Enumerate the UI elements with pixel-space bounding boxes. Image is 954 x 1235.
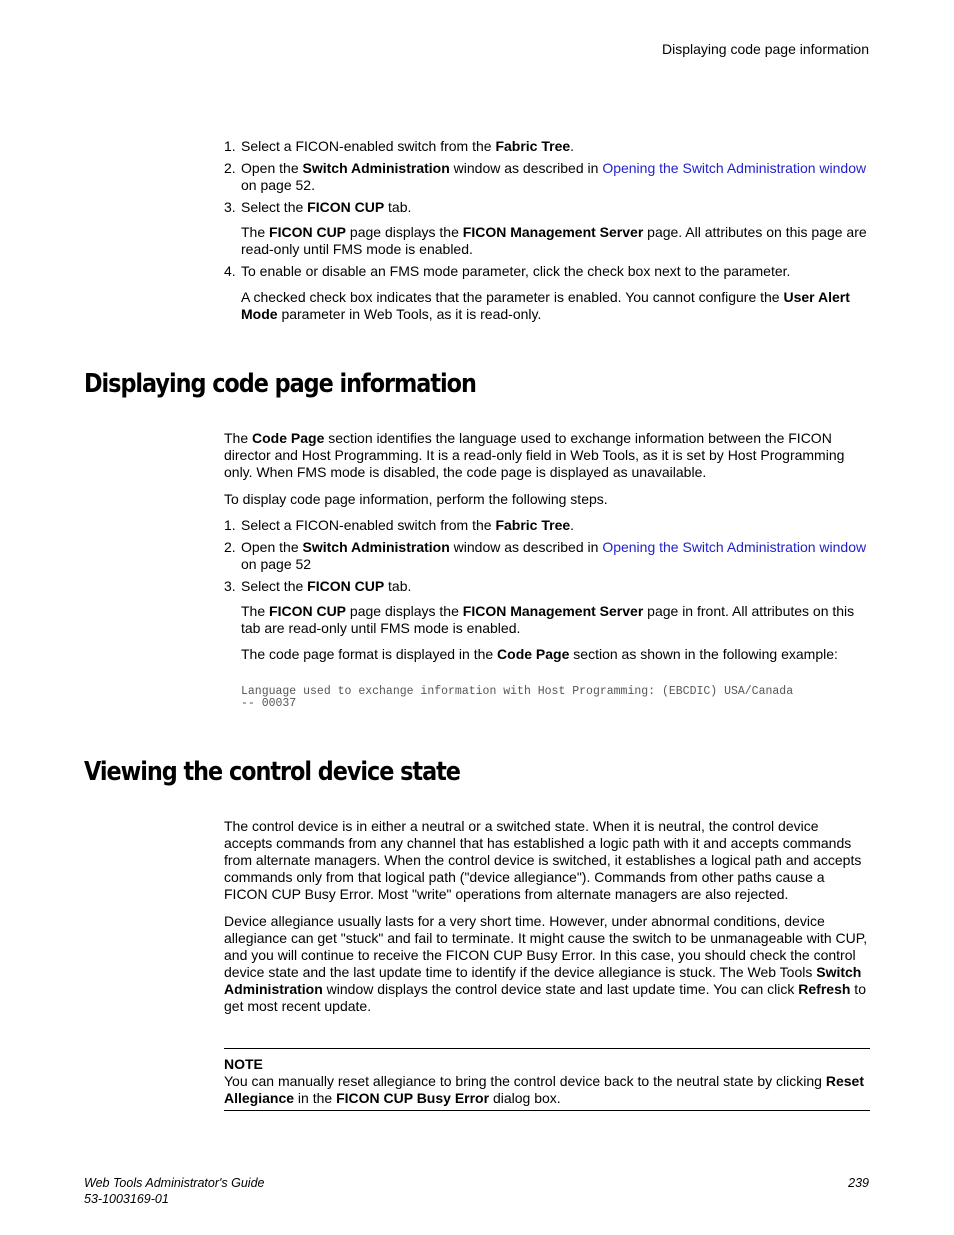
list-item xyxy=(224,539,870,573)
list-item xyxy=(224,517,870,534)
step-text: . xyxy=(570,138,575,154)
footer-book-title: Web Tools Administrator's Guide xyxy=(84,1176,265,1190)
section-heading: Viewing the control device state xyxy=(84,757,460,787)
ui-term: Switch Administration xyxy=(302,539,450,555)
step-number: 4. xyxy=(224,263,236,279)
step-text: on page 52. xyxy=(241,177,315,193)
section-intro: The Code Page section identifies the language used to exchange information between the FICON director and Host Programming. It is a read-only field in Web Tools, as it is set by Host Programming only. When FMS mode is disabled, the code page is displayed as unavailable. xyxy=(224,430,845,480)
step-number: 2. xyxy=(224,160,236,176)
running-header: Displaying code page information xyxy=(661,41,869,57)
step-text: Select the xyxy=(241,578,308,594)
step-number: 1. xyxy=(224,517,236,533)
step-text: Select a FICON-enabled switch from the xyxy=(241,517,496,533)
procedure-lead: To display code page information, perform the following steps. xyxy=(224,491,608,507)
step-text: window as described in xyxy=(449,160,603,176)
step-number: 3. xyxy=(224,199,236,215)
list-item xyxy=(224,160,870,194)
cross-reference-link[interactable]: Opening the Switch Administration window xyxy=(602,539,867,555)
step-text: Select the xyxy=(241,199,308,215)
page-number: 239 xyxy=(848,1176,869,1190)
note-text: You can manually reset allegiance to bring the control device back to the neutral state by clicking Reset Allegiance in the FICON CUP Busy Error dialog box. xyxy=(224,1073,864,1106)
step-text: window as described in xyxy=(449,539,603,555)
step-text: tab. xyxy=(384,199,412,215)
code-example: Language used to exchange information with Host Programming: (EBCDIC) USA/Canada -- 00037 xyxy=(241,685,794,710)
list-item xyxy=(224,138,870,155)
ui-term: FICON CUP xyxy=(307,199,385,215)
step-number: 1. xyxy=(224,138,236,154)
note-label: NOTE xyxy=(224,1056,263,1072)
step-text: Select a FICON-enabled switch from the xyxy=(241,138,496,154)
footer-doc-number: 53-1003169-01 xyxy=(84,1192,169,1206)
step-description: A checked check box indicates that the parameter is enabled. You cannot configure the User Alert Mode parameter in Web Tools, as it is read-only. xyxy=(241,289,850,322)
step-text: . xyxy=(570,517,575,533)
note-top-rule xyxy=(224,1048,870,1049)
ui-term: Fabric Tree xyxy=(495,517,571,533)
step-number: 2. xyxy=(224,539,236,555)
cross-reference-link[interactable]: Opening the Switch Administration window xyxy=(602,160,867,176)
step-description: The code page format is displayed in the Code Page section as shown in the following example: xyxy=(241,646,838,662)
step-text: Open the xyxy=(241,539,303,555)
step-description: The FICON CUP page displays the FICON Management Server page. All attributes on this page are read-only until FMS mode is enabled. xyxy=(241,224,867,257)
step-description: The FICON CUP page displays the FICON Management Server page in front. All attributes on this tab are read-only until FMS mode is enabled. xyxy=(241,603,855,636)
ui-term: FICON CUP xyxy=(307,578,385,594)
ui-term: Fabric Tree xyxy=(495,138,571,154)
section-heading: Displaying code page information xyxy=(84,369,476,399)
list-item xyxy=(224,263,870,280)
note-bottom-rule xyxy=(224,1110,870,1111)
list-item xyxy=(224,199,870,216)
step-text: To enable or disable an FMS mode parameter, click the check box next to the parameter. xyxy=(241,263,791,279)
body-paragraph: The control device is in either a neutral or a switched state. When it is neutral, the control device accepts commands from any channel that has established a logic path with it and accepts commands from alternate managers. When the control device is switched, it establishes a logical path and accepts commands only from that logical path ("device allegiance"). Commands from other paths cause a FICON CUP Busy Error. Most "write" operations from alternate managers are also rejected. xyxy=(224,818,862,902)
ui-term: Switch Administration xyxy=(302,160,450,176)
step-number: 3. xyxy=(224,578,236,594)
body-paragraph: Device allegiance usually lasts for a very short time. However, under abnormal conditions, device allegiance can get "stuck" and fail to terminate. It might cause the switch to be unmanageable with CUP, and you will continue to receive the FICON CUP Busy Error. In this case, you should check the control device state and the last update time to identify if the device allegiance is stuck. The Web Tools Switch Administration window displays the control device state and last update time. You can click Refresh to get most recent update. xyxy=(224,913,868,1014)
list-item xyxy=(224,578,870,595)
step-text: tab. xyxy=(384,578,412,594)
step-text: on page 52 xyxy=(241,556,312,572)
step-text: Open the xyxy=(241,160,303,176)
